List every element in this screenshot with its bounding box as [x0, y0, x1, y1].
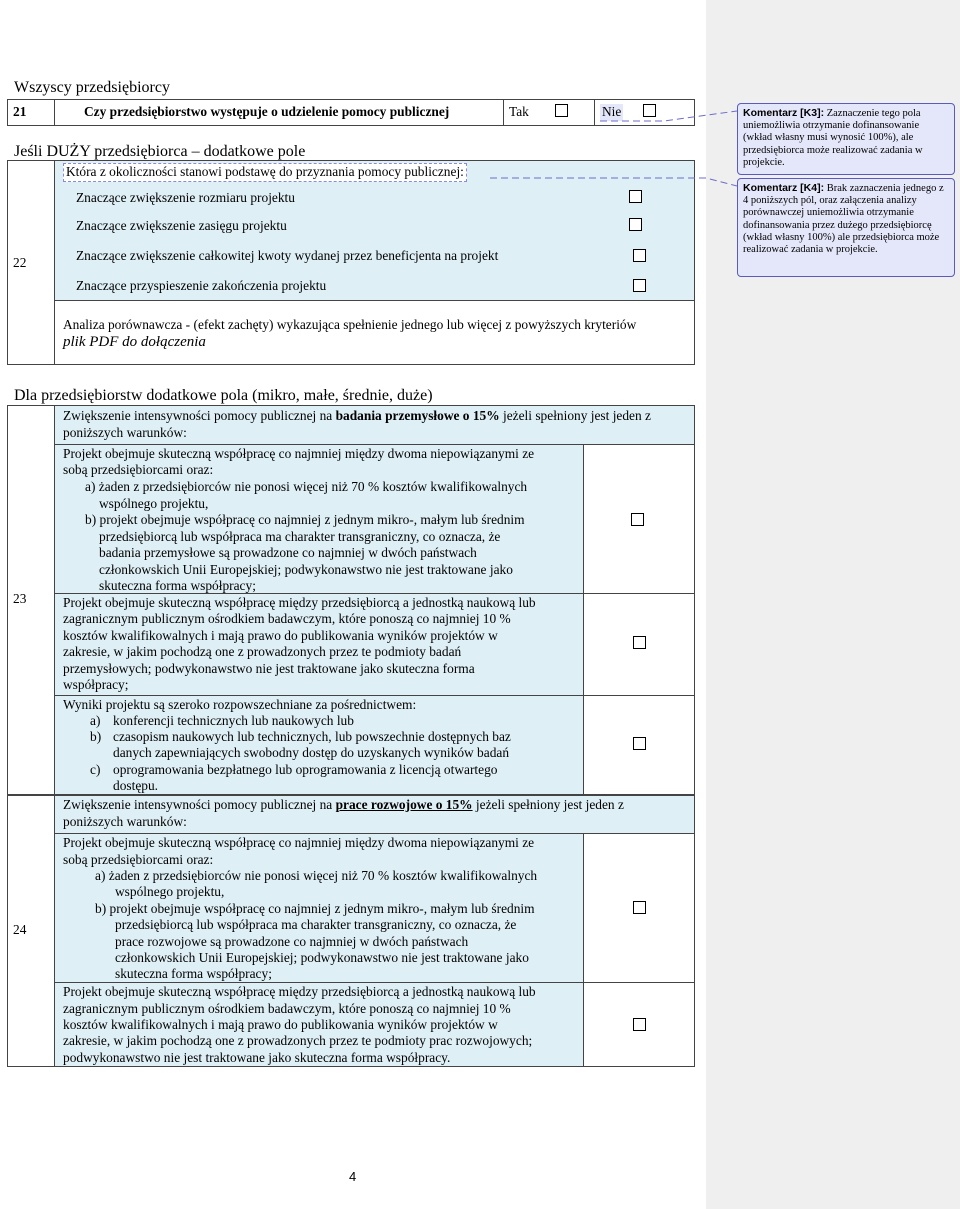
text-line: czasopism naukowych lub technicznych, lub powszechnie dostępnych baz: [113, 729, 511, 744]
text-line: skuteczna forma współpracy;: [99, 578, 256, 593]
text-line: kosztów kwalifikowalnych i mają prawo do publikowania wyników projektów w: [63, 1017, 498, 1032]
row-23-intro: Zwiększenie intensywności pomocy publicznej na badania przemysłowe o 15% jeżeli spełniony jest jeden z poniższych warunków:: [63, 408, 651, 440]
text-line: kosztów kwalifikowalnych i mają prawo do publikowania wyników projektów w: [63, 628, 498, 643]
row-number: 22: [13, 255, 27, 270]
text-line: członkowskich Unii Europejskiej; podwykonawstwo nie jest traktowane jako: [115, 950, 529, 965]
row-24-intro-cont: poniższych warunków:: [63, 814, 187, 829]
section-title-all-enterprises: Wszyscy przedsiębiorcy: [14, 79, 170, 96]
connector-k4: [490, 178, 737, 186]
row-23-condition-1-checkbox[interactable]: [631, 513, 644, 526]
row-24-condition-2-checkbox[interactable]: [633, 1018, 646, 1031]
page-number: 4: [349, 1169, 357, 1184]
divider: [583, 695, 694, 696]
text-line: b) projekt obejmuje współpracę co najmniej z jednym mikro-, małym lub średnim: [95, 901, 535, 916]
section-title-all-sizes: Dla przedsiębiorstw dodatkowe pola (mikro, małe, średnie, duże): [14, 387, 433, 404]
text-line: Projekt obejmuje skuteczną współpracę co najmniej między dwoma niepowiązanymi ze: [63, 446, 535, 461]
text-line: dostępu.: [113, 778, 159, 793]
divider: [583, 593, 694, 594]
section-title-large-enterprise: Jeśli DUŻY przedsiębiorca – dodatkowe pole: [14, 143, 306, 160]
text-line: a): [90, 713, 101, 728]
comment-label: Komentarz [K4]:: [743, 182, 825, 194]
row-23-condition-3-checkbox[interactable]: [633, 737, 646, 750]
text-line: Projekt obejmuje skuteczną współpracę co najmniej między dwoma niepowiązanymi ze: [63, 835, 535, 850]
text-line: Projekt obejmuje skuteczną współpracę między przedsiębiorcą a jednostką naukową lub: [63, 984, 536, 999]
text-line: Wyniki projektu są szeroko rozpowszechniane za pośrednictwem:: [63, 697, 417, 712]
text-line: oprogramowania bezpłatnego lub oprogramowania z licencją otwartego: [113, 762, 498, 777]
text-line: b): [90, 729, 102, 744]
comparative-analysis-text: Analiza porównawcza - (efekt zachęty) wykazująca spełnienie jednego lub więcej z powyższych kryteriów: [63, 317, 637, 332]
row-number: 24: [13, 922, 27, 937]
text-line: prace rozwojowe są prowadzone co najmniej w dwóch państwach: [115, 934, 469, 949]
question-public-aid: Czy przedsiębiorstwo występuje o udzielenie pomocy publicznej: [84, 104, 450, 119]
text-line: danych zapewniających swobodny dostęp do uzyskanych wyników badań: [113, 745, 510, 760]
row-number: 23: [13, 591, 27, 606]
yes-label: Tak: [509, 104, 529, 119]
comment-label: Komentarz [K3]:: [743, 107, 825, 119]
text-line: sobą przedsiębiorcami oraz:: [63, 462, 214, 477]
text-line: a) żaden z przedsiębiorców nie ponosi więcej niż 70 % kosztów kwalifikowalnych: [95, 868, 538, 883]
text-line: badania przemysłowe są prowadzone co najmniej w dwóch państwach: [99, 545, 477, 560]
text-line: zakresie, w jakim pochodzą one z prowadzonych przez te podmioty badań: [63, 644, 462, 659]
divider: [55, 300, 694, 301]
row-number: 21: [13, 104, 27, 119]
criterion-amount: Znaczące zwiększenie całkowitej kwoty wydanej przez beneficjenta na projekt: [76, 248, 499, 263]
text-line: zakresie, w jakim pochodzą one z prowadzonych przez te podmioty prac rozwojowych;: [63, 1033, 533, 1048]
row-24-intro: Zwiększenie intensywności pomocy publicznej na prace rozwojowe o 15% jeżeli spełniony jest jeden z: [63, 797, 624, 812]
text-line: członkowskich Unii Europejskiej; podwykonawstwo nie jest traktowane jako: [99, 562, 513, 577]
no-label: Nie: [602, 104, 622, 119]
text-line: a) żaden z przedsiębiorców nie ponosi więcej niż 70 % kosztów kwalifikowalnych: [85, 479, 528, 494]
text-line: zagranicznym publicznym ośrodkiem badawczym, które ponoszą co najmniej 10 %: [63, 611, 511, 626]
row-23-condition-2-checkbox[interactable]: [633, 636, 646, 649]
text-line: wspólnego projektu,: [99, 496, 209, 511]
comment-text: Zaznaczenie tego pola uniemożliwia otrzymanie dofinansowanie (wkład własny musi wynosić 100%), ale przedsiębiorca może realizować zadania w projekcie.: [743, 108, 923, 168]
comment-k4[interactable]: [737, 178, 955, 277]
row-24-condition-1-checkbox[interactable]: [633, 901, 646, 914]
pdf-attachment-link[interactable]: plik PDF do dołączenia: [63, 334, 206, 350]
comment-k3[interactable]: [737, 103, 955, 175]
text-line: przemysłowych; podwykonawstwo nie jest traktowane jako skuteczna forma: [63, 661, 475, 676]
comment-text: Brak zaznaczenia jednego z 4 poniższych pól, oraz załączenia analizy porównawczej uniemożliwia otrzymanie dofinansowania przez dużego przedsiębiorcę (wkład własny 100%) ale przedsiębiorca może realizować zadania w projekcie.: [743, 183, 944, 256]
text-line: zagranicznym publicznym ośrodkiem badawczym, które ponoszą co najmniej 10 %: [63, 1001, 511, 1016]
text-line: przedsiębiorcą lub współpraca ma charakter transgraniczny, co oznacza, że: [115, 917, 517, 932]
criterion-size: Znaczące zwiększenie rozmiaru projektu: [76, 190, 295, 205]
text-line: przedsiębiorcą lub współpraca ma charakter transgraniczny, co oznacza, że: [99, 529, 501, 544]
connector-k3: [600, 111, 737, 121]
criterion-speed: Znaczące przyspieszenie zakończenia projektu: [76, 278, 327, 293]
text-line: sobą przedsiębiorcami oraz:: [63, 852, 214, 867]
text-line: c): [90, 762, 101, 777]
text-line: podwykonawstwo nie jest traktowane jako skuteczna forma współpracy.: [63, 1050, 451, 1065]
criterion-scope: Znaczące zwiększenie zasięgu projektu: [76, 218, 287, 233]
text-line: b) projekt obejmuje współpracę co najmniej z jednym mikro-, małym lub średnim: [85, 512, 525, 527]
text-line: skuteczna forma współpracy;: [115, 966, 272, 981]
criteria-intro: Która z okoliczności stanowi podstawę do przyznania pomocy publicznej:: [63, 163, 467, 182]
text-line: konferencji technicznych lub naukowych lub: [113, 713, 354, 728]
text-line: współpracy;: [63, 677, 129, 692]
text-line: wspólnego projektu,: [115, 884, 225, 899]
text-line: Projekt obejmuje skuteczną współpracę między przedsiębiorcą a jednostką naukową lub: [63, 595, 536, 610]
divider: [583, 982, 694, 983]
